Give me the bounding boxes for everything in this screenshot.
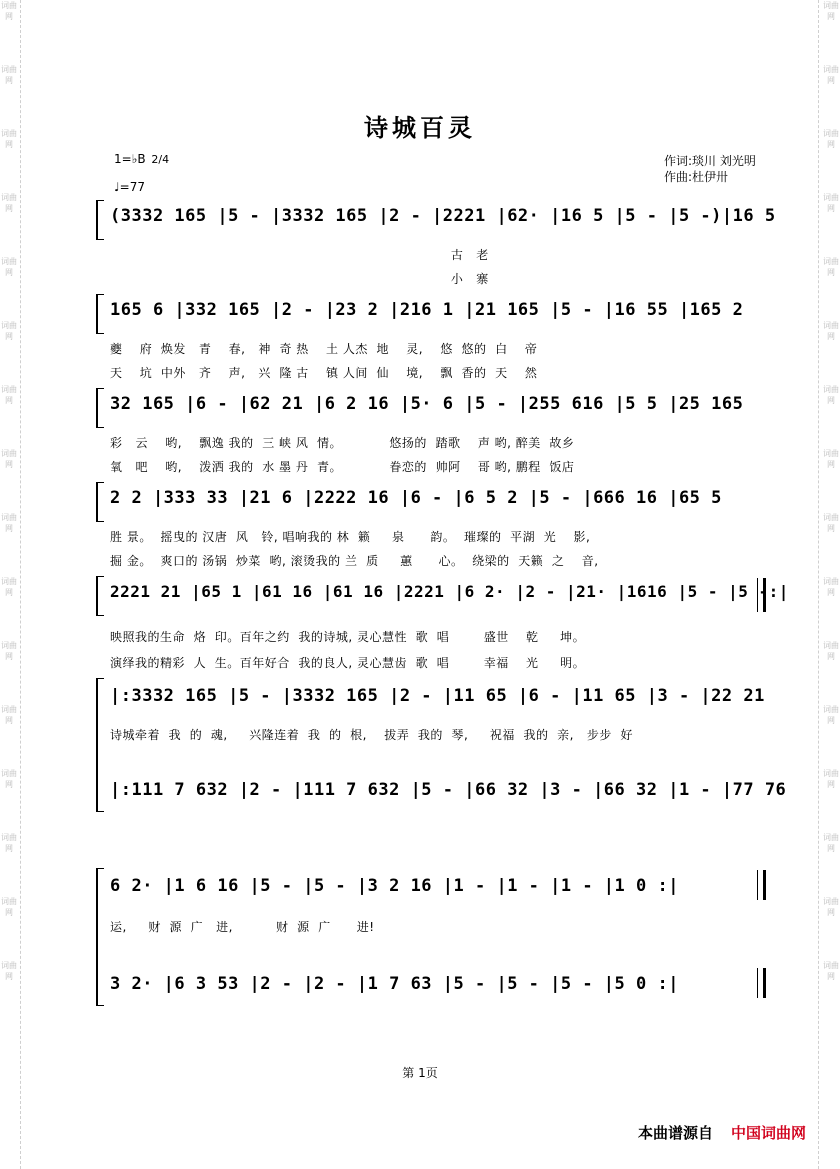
lyric-verse-1: 映照我的生命 烙 印。百年之约 我的诗城, 灵心慧性 歌 唱 盛世 乾 坤。 <box>110 630 586 644</box>
page-number: 第 1页 <box>402 1066 438 1080</box>
score-system-2 <box>96 292 766 384</box>
time-signature: 2/4 <box>151 153 170 166</box>
right-watermark-strip <box>822 0 840 1169</box>
watermark-text: 词曲网 <box>823 961 839 981</box>
watermark-text: 词曲网 <box>823 321 839 341</box>
watermark-text: 词曲网 <box>823 577 839 597</box>
watermark-text: 词曲网 <box>1 257 17 277</box>
lyric-verse-1: 胜 景。 摇曳的 汉唐 风 铃, 唱响我的 林 籁 泉 韵。 璀璨的 平湖 光 影, <box>110 530 591 544</box>
notation-line: 2221 21 |65 1 |61 16 |61 16 |2221 |6 2· |2 - |21· |1616 |5 - |5 -:| <box>110 582 789 601</box>
lyricist-credit: 作词:琰川 刘光明 <box>664 154 756 168</box>
system-bracket <box>96 678 104 812</box>
source-footer <box>638 1122 806 1143</box>
notation-line: 2 2 |333 33 |21 6 |2222 16 |6 - |6 5 2 |5 - |666 16 |65 5 <box>110 488 722 508</box>
left-dashed-line <box>20 0 21 1169</box>
notation-line: 32 165 |6 - |62 21 |6 2 16 |5· 6 |5 - |255 616 |5 5 |25 165 <box>110 394 744 414</box>
watermark-text: 词曲网 <box>1 705 17 725</box>
watermark-text: 词曲网 <box>1 193 17 213</box>
watermark-text: 词曲网 <box>1 577 17 597</box>
score-system-4 <box>96 480 766 572</box>
repeat-end-barline <box>757 968 766 998</box>
watermark-text: 词曲网 <box>823 193 839 213</box>
watermark-text: 词曲网 <box>1 833 17 853</box>
tempo-marking: ♩=77 <box>114 180 145 194</box>
repeat-end-barline <box>757 870 766 900</box>
watermark-text: 词曲网 <box>1 1 17 21</box>
notation-line-voice-1: 6 2· |1 6 16 |5 - |5 - |3 2 16 |1 - |1 - |1 - |1 0 :| <box>110 876 679 896</box>
lyric-verse-2: 小 寨 <box>110 272 489 286</box>
watermark-text: 词曲网 <box>823 641 839 661</box>
score-system-5 <box>96 574 789 674</box>
left-watermark-strip <box>0 0 18 1169</box>
system-bracket <box>96 868 104 1006</box>
watermark-text: 词曲网 <box>1 641 17 661</box>
score-system-coda <box>96 866 766 1006</box>
composer-credit: 作曲:杜伊卅 <box>664 170 729 184</box>
watermark-text: 词曲网 <box>1 65 17 85</box>
notation-line-voice-1: |:3332 165 |5 - |3332 165 |2 - |11 65 |6 - |11 65 |3 - |22 21 <box>110 686 765 706</box>
right-dashed-line <box>818 0 819 1169</box>
watermark-text: 词曲网 <box>823 769 839 789</box>
score-system-3 <box>96 386 766 478</box>
notation-line: 165 6 |332 165 |2 - |23 2 |216 1 |21 165 |5 - |16 55 |165 2 <box>110 300 744 320</box>
site-name-link[interactable]: 中国词曲网 <box>730 1124 806 1142</box>
lyric-verse-2: 氧 吧 哟, 泼洒 我的 水 墨 丹 青。 眷恋的 帅阿 哥 哟, 鹏程 饭店 <box>110 460 575 474</box>
watermark-text: 词曲网 <box>823 65 839 85</box>
lyric-verse-1: 彩 云 哟, 飘逸 我的 三 峡 风 情。 悠扬的 踏歌 声 哟, 醉美 故乡 <box>110 436 575 450</box>
watermark-text: 词曲网 <box>1 961 17 981</box>
watermark-text: 词曲网 <box>823 385 839 405</box>
system-bracket <box>96 388 104 428</box>
system-bracket <box>96 200 104 240</box>
score-system-chorus <box>96 676 787 816</box>
lyric-coda: 运, 财 源 广 进, 财 源 广 进! <box>110 920 375 934</box>
watermark-text: 词曲网 <box>823 1 839 21</box>
watermark-text: 词曲网 <box>1 449 17 469</box>
watermark-text: 词曲网 <box>823 705 839 725</box>
watermark-text: 词曲网 <box>823 513 839 533</box>
key-signature <box>114 152 169 166</box>
song-title: 诗城百灵 <box>364 113 476 142</box>
watermark-text: 词曲网 <box>1 129 17 149</box>
notation-line-voice-2: 3 2· |6 3 53 |2 - |2 - |1 7 63 |5 - |5 - |5 - |5 0 :| <box>110 974 679 994</box>
lyric-verse-2: 演绎我的精彩 人 生。百年好合 我的良人, 灵心慧齿 歌 唱 幸福 光 明。 <box>110 656 586 670</box>
system-bracket <box>96 294 104 334</box>
system-bracket <box>96 482 104 522</box>
system-bracket <box>96 576 104 616</box>
watermark-text: 词曲网 <box>823 257 839 277</box>
lyric-verse-2: 天 坑 中外 齐 声, 兴 隆 古 镇 人间 仙 境, 飘 香的 天 然 <box>110 366 538 380</box>
lyric-verse-1: 古 老 <box>110 248 489 262</box>
watermark-text: 词曲网 <box>823 129 839 149</box>
watermark-text: 词曲网 <box>1 897 17 917</box>
score-system-1 <box>96 198 776 290</box>
source-text: 本曲谱源自 <box>637 1124 713 1142</box>
watermark-text: 词曲网 <box>823 833 839 853</box>
lyric-verse-1: 夔 府 焕发 青 春, 神 奇 热 土 人杰 地 灵, 悠 悠的 白 帝 <box>110 342 538 356</box>
watermark-text: 词曲网 <box>1 769 17 789</box>
notation-line: (3332 165 |5 - |3332 165 |2 - |2221 |62· |16 5 |5 - |5 -)|16 5 <box>110 206 776 226</box>
lyric-chorus: 诗城牵着 我 的 魂, 兴隆连着 我 的 根, 拔弄 我的 琴, 祝福 我的 亲, 步步 好 <box>110 728 634 742</box>
watermark-text: 词曲网 <box>1 385 17 405</box>
watermark-text: 词曲网 <box>1 513 17 533</box>
watermark-text: 词曲网 <box>1 321 17 341</box>
lyric-verse-2: 掘 金。 爽口的 汤锅 炒菜 哟, 滚烫我的 兰 质 蕙 心。 绕梁的 天籁 之 音, <box>110 554 599 568</box>
key-text: 1=♭B <box>114 152 146 166</box>
repeat-end-barline <box>757 578 766 612</box>
notation-line-voice-2: |:111 7 632 |2 - |111 7 632 |5 - |66 32 |3 - |66 32 |1 - |77 76 <box>110 780 787 800</box>
watermark-text: 词曲网 <box>823 897 839 917</box>
watermark-text: 词曲网 <box>823 449 839 469</box>
